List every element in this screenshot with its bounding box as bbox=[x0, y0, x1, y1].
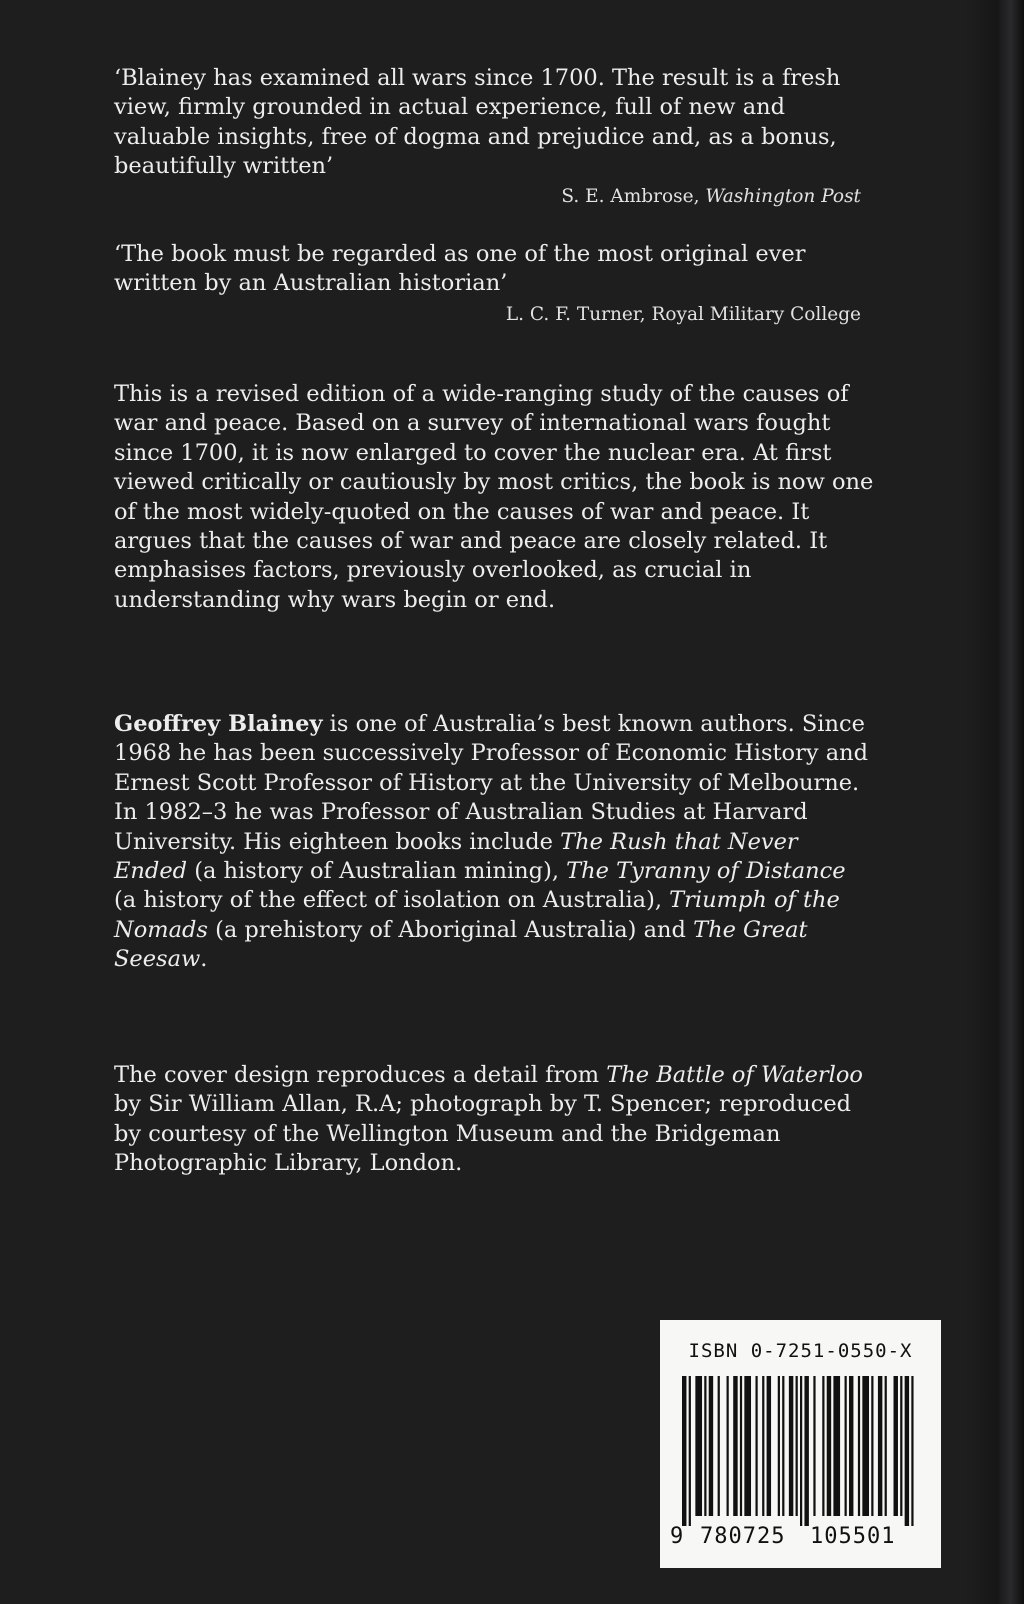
barcode-bar bbox=[804, 1376, 808, 1526]
bio-text-1: is one of Australia’s best known authors. Since 1968 he has been successively Professor of Economic History and Ernest Scott Professor of History at the University of Melbourne. In 1982–3 he was Professor of Australian Studies at Harvard University. His eighteen books include bbox=[114, 711, 869, 855]
barcode-bar bbox=[796, 1376, 798, 1516]
author-name: Geoffrey Blainey bbox=[114, 711, 323, 737]
book-title-rush: The Rush that Never Ended bbox=[114, 828, 798, 885]
bio-text-3: (a history of the effect of isolation on Australia), bbox=[114, 887, 670, 914]
barcode-bar bbox=[827, 1376, 831, 1516]
book-title-tyranny: The Tyranny of Distance bbox=[566, 858, 846, 885]
barcode-bar bbox=[862, 1376, 869, 1516]
barcode-bar bbox=[885, 1376, 887, 1516]
barcode-bar bbox=[718, 1376, 720, 1516]
barcode-digits-left: 780725 bbox=[700, 1524, 786, 1549]
barcode-digits-right: 105501 bbox=[810, 1524, 896, 1549]
barcode-bar bbox=[762, 1376, 764, 1516]
attribution-source: Washington Post bbox=[705, 186, 861, 207]
author-bio bbox=[114, 710, 874, 975]
barcode-bar bbox=[858, 1376, 860, 1516]
bio-text-5: . bbox=[200, 946, 208, 973]
barcode-bar bbox=[689, 1376, 691, 1526]
painting-title: The Battle of Waterloo bbox=[606, 1062, 863, 1088]
barcode-bar bbox=[800, 1376, 802, 1526]
barcode-bar bbox=[709, 1376, 713, 1516]
isbn-number: ISBN 0-7251-0550-X bbox=[688, 1340, 913, 1362]
barcode-bar bbox=[894, 1376, 898, 1516]
barcode-bar bbox=[682, 1376, 686, 1526]
barcode-bar bbox=[782, 1376, 784, 1516]
credit-text-1: The cover design reproduces a detail from bbox=[114, 1062, 607, 1088]
barcode-bar bbox=[813, 1376, 815, 1516]
bio-text-2: (a history of Australian mining), bbox=[187, 858, 567, 885]
barcode-bar bbox=[845, 1376, 847, 1516]
attribution-author: S. E. Ambrose, bbox=[561, 186, 700, 207]
bio-text-4: (a prehistory of Aboriginal Australia) and bbox=[207, 916, 694, 943]
barcode-bar bbox=[778, 1376, 780, 1516]
review-quote-ambrose: ‘Blainey has examined all wars since 1700. The result is a fresh view, firmly grounded in actual experience, full of new and valuable insights, free of dogma and prejudice and, as a bonus, beautifully written’ bbox=[114, 65, 841, 180]
barcode-bar bbox=[733, 1376, 737, 1516]
barcode-bar bbox=[789, 1376, 793, 1516]
book-title-nomads: Triumph of the Nomads bbox=[114, 887, 840, 943]
isbn-barcode bbox=[660, 1320, 941, 1568]
barcode-bar bbox=[695, 1376, 702, 1516]
barcode-bar bbox=[871, 1376, 873, 1516]
barcode-digit-first: 9 bbox=[670, 1524, 684, 1549]
cover-credit bbox=[114, 1061, 874, 1179]
barcode-bar bbox=[900, 1376, 902, 1516]
review-attribution-ambrose bbox=[561, 185, 861, 209]
barcode-bar bbox=[911, 1376, 913, 1526]
review-attribution-turner: L. C. F. Turner, Royal Military College bbox=[505, 304, 861, 325]
book-title-seesaw: The Great Seesaw bbox=[114, 916, 808, 973]
spine-edge-shadow bbox=[964, 0, 1024, 1604]
barcode-bar bbox=[833, 1376, 840, 1516]
barcode-bar bbox=[849, 1376, 853, 1516]
barcode-bar bbox=[740, 1376, 742, 1516]
barcode-digits bbox=[670, 1524, 931, 1552]
barcode-bar bbox=[744, 1376, 751, 1516]
credit-text-2: by Sir William Allan, R.A; photograph by T. Spencer; reproduced by courtesy of the Wellington Museum and the Bridgeman Photographic Library, London. bbox=[114, 1091, 852, 1177]
barcode-bar bbox=[905, 1376, 909, 1526]
book-description: This is a revised edition of a wide-ranging study of the causes of war and peace. Based on a survey of international wars fought since 1700, it is now enlarged to cover the nuclear era. At first viewed critically or cautiously by most critics, the book is now one of the most widely-quoted on the causes of war and peace. It argues that the causes of war and peace are closely related. It emphasises factors, previously overlooked, as crucial in understanding why wars begin or end. bbox=[114, 381, 874, 613]
barcode-bar bbox=[704, 1376, 706, 1516]
barcode-bar bbox=[727, 1376, 729, 1516]
barcode-bars bbox=[682, 1376, 918, 1526]
barcode-bar bbox=[767, 1376, 771, 1516]
barcode-bar bbox=[878, 1376, 882, 1516]
barcode-bar bbox=[822, 1376, 824, 1516]
barcode-bar bbox=[755, 1376, 757, 1516]
review-quote-turner: ‘The book must be regarded as one of the most original ever written by an Australian historian’ bbox=[114, 241, 806, 297]
